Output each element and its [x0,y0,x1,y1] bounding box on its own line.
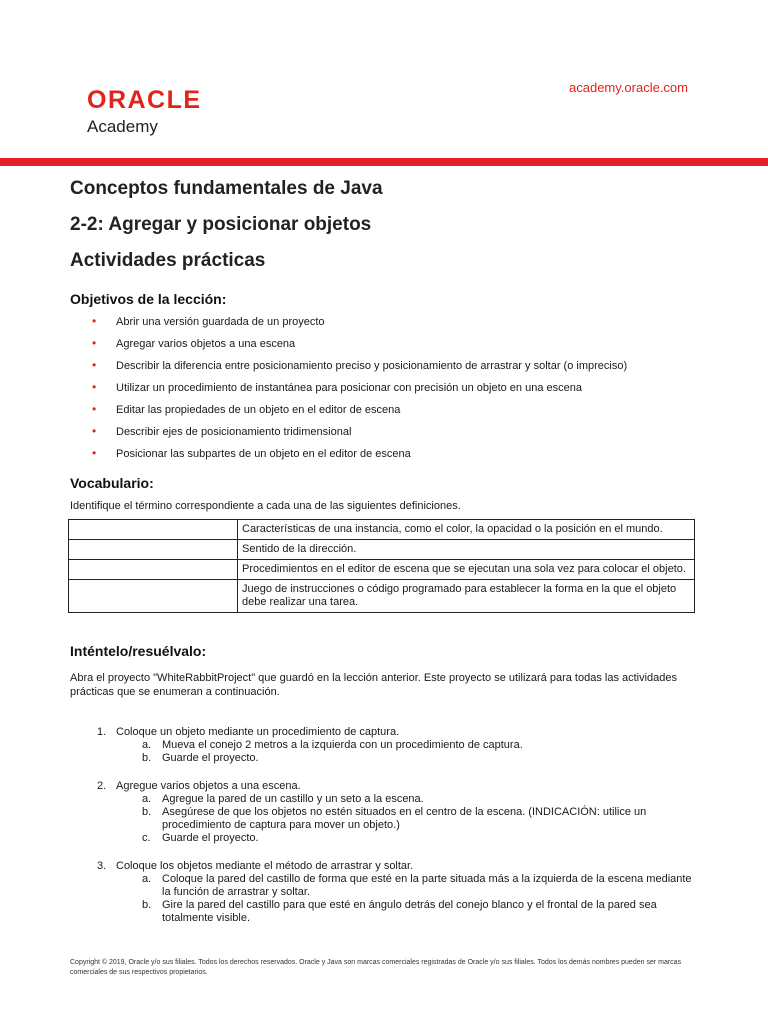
subtask-letter: a. [142,739,152,751]
list-item [70,425,700,439]
list-item [70,726,700,765]
subtask-letter: b. [142,806,152,818]
subtask-letter: a. [142,793,152,805]
logo-academy-wordmark: Academy [87,117,158,136]
bullet-icon: • [92,336,97,350]
definition-cell: Sentido de la dirección. [238,540,695,560]
subtask-text: Guarde el proyecto. [162,752,259,764]
table-row [69,520,695,540]
site-url-link[interactable]: academy.oracle.com [569,80,688,95]
term-cell[interactable] [69,580,238,613]
term-cell[interactable] [69,540,238,560]
bullet-icon: • [92,446,97,460]
term-cell[interactable] [69,560,238,580]
list-item [116,752,700,765]
activity-title: Actividades prácticas [70,250,266,271]
course-title: Conceptos fundamentales de Java [70,178,383,199]
list-item [70,315,700,329]
subtask-text: Agregue la pared de un castillo y un seto a la escena. [162,793,424,805]
objectives-heading: Objetivos de la lección: [70,291,227,307]
subtask-text: Asegúrese de que los objetos no estén situados en el centro de la escena. (INDICACIÓN: utilice un procedimiento de captura para mover un objeto.) [162,806,647,831]
objective-text: Utilizar un procedimiento de instantánea para posicionar con precisión un objeto en una escena [116,382,582,394]
try-it-intro: Abra el proyecto "WhiteRabbitProject" que guardó en la lección anterior. Este proyecto se utilizará para todas las actividades prácticas que se enumeran a continuación. [70,672,678,698]
document-body [70,177,700,940]
table-row [69,540,695,560]
bullet-icon: • [92,402,97,416]
oracle-academy-logo [87,88,202,135]
objective-text: Agregar varios objetos a una escena [116,338,296,350]
vocabulary-heading: Vocabulario: [70,475,154,491]
table-row [69,560,695,580]
task-number: 1. [97,726,107,738]
objective-text: Editar las propiedades de un objeto en el editor de escena [116,404,401,416]
task-list [70,726,700,925]
list-item [116,899,700,925]
list-item [116,806,700,832]
copyright-notice: Copyright © 2019, Oracle y/o sus filiales. Todos los derechos reservados. Oracle y Java son marcas comerciales registradas de Oracle y/o sus filiales. Todos los demás nombres pueden ser marcas comerciales de sus respectivos propietarios. [70,959,682,976]
objective-text: Posicionar las subpartes de un objeto en el editor de escena [116,448,411,460]
bullet-icon: • [92,380,97,394]
bullet-icon: • [92,314,97,328]
objective-text: Abrir una versión guardada de un proyecto [116,316,325,328]
objective-text: Describir la diferencia entre posicionamiento preciso y posicionamiento de arrastrar y soltar (o impreciso) [116,360,628,372]
objectives-list [70,315,700,461]
logo-oracle-wordmark: ORACLE [87,86,202,114]
task-text: Agregue varios objetos a una escena. [116,780,301,792]
vocabulary-table [68,519,695,613]
subtask-text: Coloque la pared del castillo de forma que esté en la parte situada más a la izquierda de la escena mediante la función de arrastrar y soltar. [162,873,692,898]
list-item [70,337,700,351]
list-item [70,780,700,845]
list-item [116,793,700,806]
list-item [70,403,700,417]
subtask-list [116,873,700,925]
table-row [69,580,695,613]
definition-cell: Características de una instancia, como el color, la opacidad o la posición en el mundo. [238,520,695,540]
list-item [70,447,700,461]
try-it-heading: Inténtelo/resuélvalo: [70,643,207,659]
bullet-icon: • [92,358,97,372]
list-item [116,873,700,899]
subtask-letter: b. [142,899,152,911]
task-text: Coloque los objetos mediante el método de arrastrar y soltar. [116,860,414,872]
task-number: 2. [97,780,107,792]
definition-cell: Juego de instrucciones o código programado para establecer la forma en la que el objeto debe realizar una tarea. [238,580,695,613]
subtask-text: Guarde el proyecto. [162,832,259,844]
task-number: 3. [97,860,107,872]
subtask-list [116,739,700,765]
list-item [70,381,700,395]
definition-cell: Procedimientos en el editor de escena que se ejecutan una sola vez para colocar el objeto. [238,560,695,580]
objective-text: Describir ejes de posicionamiento tridimensional [116,426,352,438]
subtask-letter: a. [142,873,152,885]
subtask-text: Gire la pared del castillo para que esté en ángulo detrás del conejo blanco y el frontal de la pared sea totalmente visible. [162,899,657,924]
subtask-text: Mueva el conejo 2 metros a la izquierda con un procedimiento de captura. [162,739,523,751]
term-cell[interactable] [69,520,238,540]
list-item [116,739,700,752]
subtask-letter: b. [142,752,152,764]
subtask-list [116,793,700,845]
bullet-icon: • [92,424,97,438]
subtask-letter: c. [142,832,151,844]
list-item [116,832,700,845]
header-divider [0,158,768,166]
list-item [70,860,700,925]
vocabulary-intro: Identifique el término correspondiente a cada una de las siguientes definiciones. [70,500,461,512]
list-item [70,359,700,373]
task-text: Coloque un objeto mediante un procedimiento de captura. [116,726,400,738]
lesson-title: 2-2: Agregar y posicionar objetos [70,214,372,235]
